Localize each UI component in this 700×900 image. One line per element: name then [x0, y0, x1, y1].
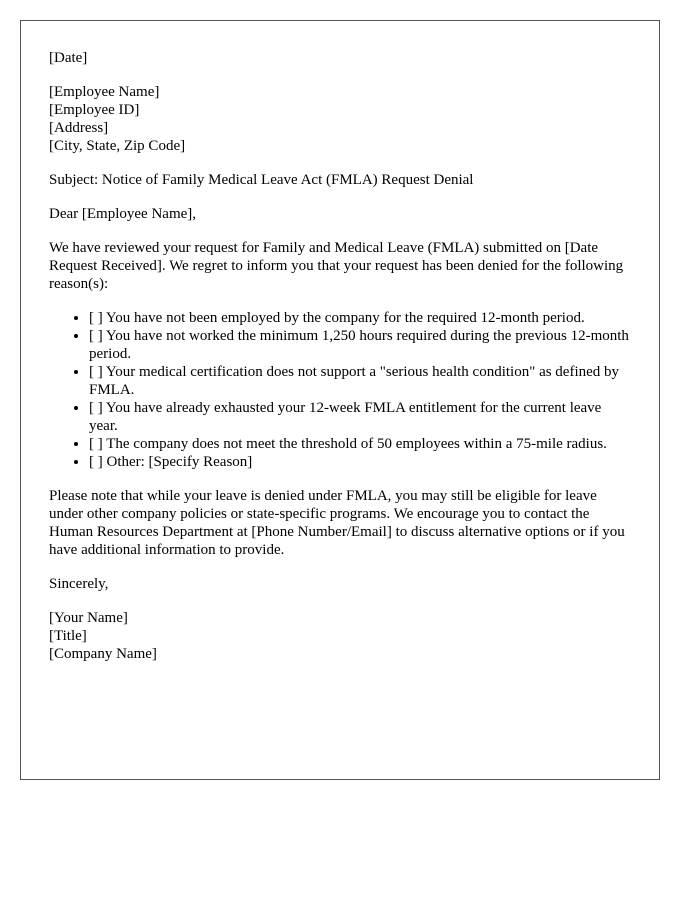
denial-reason-item: • [ ] You have not been employed by the company for the required 12-month period.	[89, 309, 631, 327]
letter-closing: Sincerely,	[49, 576, 109, 592]
signature-title: [Title]	[49, 628, 87, 644]
recipient-city-state-zip: [City, State, Zip Code]	[49, 138, 186, 154]
letter-date: [Date]	[49, 50, 88, 66]
recipient-name: [Employee Name]	[49, 84, 160, 100]
denial-reasons-list	[49, 309, 631, 471]
letter-salutation: Dear [Employee Name],	[49, 206, 197, 222]
recipient-id: [Employee ID]	[49, 102, 140, 118]
signature-company: [Company Name]	[49, 646, 157, 662]
recipient-block	[49, 83, 631, 155]
denial-reason-item: • [ ] You have not worked the minimum 1,250 hours required during the previous 12-month period.	[89, 327, 631, 363]
denial-reason-item: • [ ] Other: [Specify Reason]	[89, 453, 631, 471]
denial-reason-item: • [ ] The company does not meet the threshold of 50 employees within a 75-mile radius.	[89, 435, 631, 453]
letter-intro: We have reviewed your request for Family and Medical Leave (FMLA) submitted on [Date Request Received]. We regret to inform you that your request has been denied for the following reason(s):	[49, 240, 624, 292]
signature-block	[49, 609, 631, 663]
letter-note: Please note that while your leave is denied under FMLA, you may still be eligible for leave under other company policies or state-specific programs. We encourage you to contact the Human Resources Department at [Phone Number/Email] to discuss alternative options or if you have additional information to provide.	[49, 488, 625, 558]
signature-name: [Your Name]	[49, 610, 128, 626]
denial-reason-item: • [ ] Your medical certification does not support a "serious health condition" as defined by FMLA.	[89, 363, 631, 399]
denial-reason-item: • [ ] You have already exhausted your 12-week FMLA entitlement for the current leave year.	[89, 399, 631, 435]
letter-subject: Subject: Notice of Family Medical Leave Act (FMLA) Request Denial	[49, 172, 474, 188]
letter-page	[20, 20, 660, 780]
recipient-address: [Address]	[49, 120, 109, 136]
